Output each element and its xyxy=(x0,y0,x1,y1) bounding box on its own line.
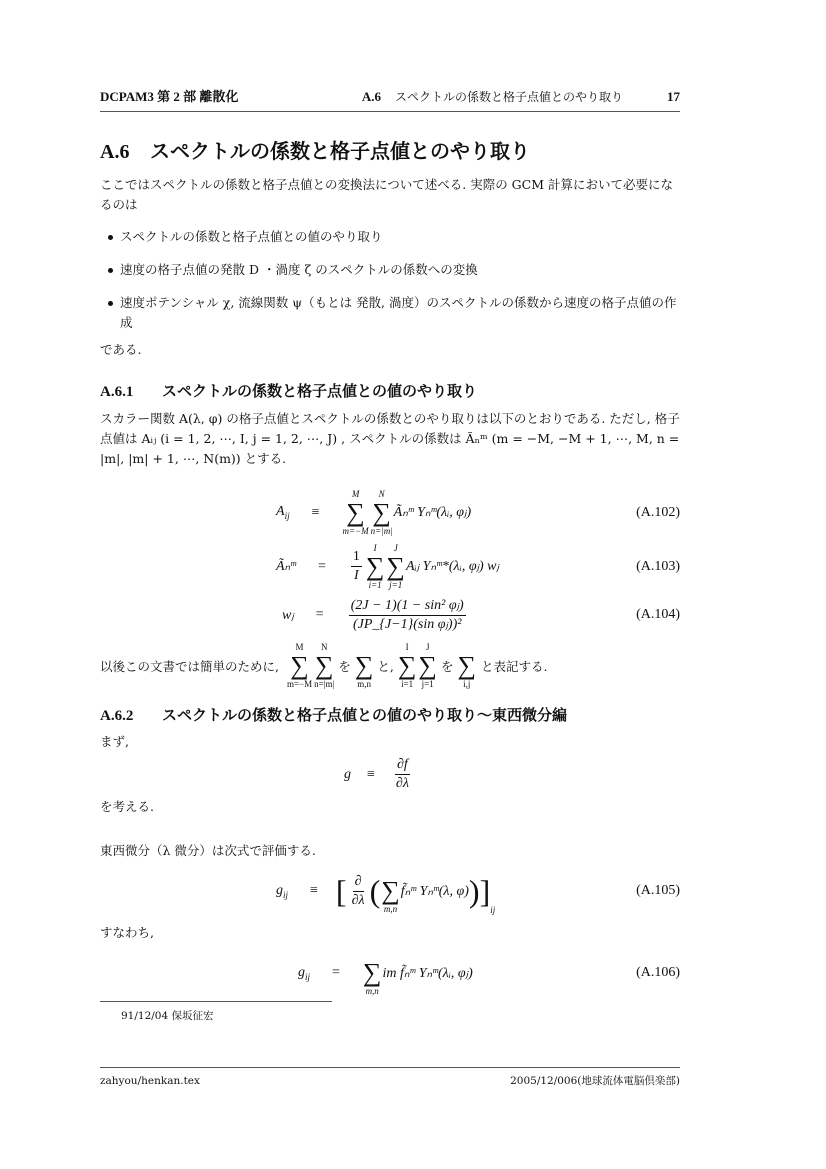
sum-lower: n=|m| xyxy=(370,525,393,536)
sum-symbol: ∑ m,n xyxy=(381,876,400,914)
sum-symbol: I ∑ i=1 xyxy=(397,641,417,689)
fraction xyxy=(351,548,362,585)
eq-lhs: g xyxy=(276,882,283,898)
eq-lhs: g xyxy=(298,964,305,980)
footnote-rule xyxy=(100,1001,332,1002)
bullet-item: スペクトルの係数と格子点値との値のやり取り xyxy=(120,227,680,247)
notation-line xyxy=(100,642,680,690)
sum-symbol: ∑ m,n xyxy=(362,958,382,996)
fraction xyxy=(394,756,411,793)
eq-lhs-sub: ij xyxy=(305,971,311,982)
equation-a102 xyxy=(100,489,680,537)
subsection-heading xyxy=(100,382,680,403)
right-bracket: ] xyxy=(479,873,491,909)
page-number: 17 xyxy=(667,89,680,104)
equation-g xyxy=(100,756,680,793)
frac-num: (2J − 1)(1 − sin² φⱼ) xyxy=(349,597,466,616)
sum-symbol: J ∑ j=1 xyxy=(386,542,405,590)
frac-num: ∂f xyxy=(395,756,410,775)
subsection-title: スペクトルの係数と格子点値との値のやり取り xyxy=(162,382,478,400)
sum-upper: N xyxy=(378,488,385,499)
header-rule xyxy=(100,111,680,112)
equation-number: (A.103) xyxy=(636,558,680,574)
notation-text: と表記する. xyxy=(481,658,548,674)
running-header-title: スペクトルの係数と格子点値とのやり取り xyxy=(394,90,623,104)
left-paren: ( xyxy=(369,873,381,909)
section-heading xyxy=(100,138,680,165)
sum-lower: i=1 xyxy=(368,579,382,590)
eq-rhs: im f̃ₙᵐ Yₙᵐ(λᵢ, φⱼ) xyxy=(382,965,473,981)
sum-symbol: N ∑ n=|m| xyxy=(314,641,335,689)
page-spacer xyxy=(100,1024,680,1067)
eq-relation: ≡ xyxy=(310,883,318,898)
paragraph: を考える. xyxy=(100,799,154,814)
frac-num: ∂ xyxy=(353,873,364,892)
sum-upper: I xyxy=(373,542,377,553)
section-number: A.6 xyxy=(100,141,130,163)
definition-paragraph: スカラー関数 A(λ, φ) の格子点値とスペクトルの係数とのやり取りは以下のとおりである. ただし, 格子点値は Aᵢⱼ (i = 1, 2, ⋯, I, j = 1, 2, ⋯, J) , スペクトルの係数は Ãₙᵐ (m = −M, −M + 1, ⋯, M, n = |m|, |m| + 1, ⋯, N(m)) とする. xyxy=(100,410,680,466)
equation-a105 xyxy=(100,867,680,915)
sum-lower: n=|m| xyxy=(314,678,335,689)
equation-a104 xyxy=(100,597,680,634)
notation-text: と, xyxy=(377,658,394,674)
frac-num: 1 xyxy=(351,548,362,567)
bullet-item: 速度の格子点値の発散 D ・渦度 ζ のスペクトルの係数への変換 xyxy=(120,260,680,280)
paragraph: 東西微分（λ 微分）は次式で評価する. xyxy=(100,843,316,858)
frac-den: (JP_{J−1}(sin φⱼ))² xyxy=(352,616,462,632)
bullet-item: 速度ポテンシャル χ, 流線関数 ψ（もとは 発散, 渦度）のスペクトルの係数から速度の格子点値の作成 xyxy=(120,293,680,333)
eq-lhs: A xyxy=(276,504,285,520)
equation-a106 xyxy=(100,949,680,997)
sum-upper: M xyxy=(351,488,360,499)
sum-upper: J xyxy=(393,542,398,553)
footnote: 91/12/04 保坂征宏 xyxy=(121,1010,214,1022)
notation-text: を xyxy=(338,658,351,674)
sum-lower: m,n xyxy=(365,986,379,996)
footer xyxy=(100,1073,680,1089)
eq-lhs: g xyxy=(344,766,351,782)
frac-den: ∂λ xyxy=(395,776,409,791)
eq-lhs-sub: ij xyxy=(284,510,290,521)
eq-relation: ≡ xyxy=(311,504,320,520)
notation-text: を xyxy=(440,658,454,674)
equation-number: (A.104) xyxy=(636,607,680,622)
sum-lower: i,j xyxy=(463,678,471,689)
equation-number: (A.102) xyxy=(636,504,680,520)
eq-rhs: f̃ₙᵐ Yₙᵐ(λ, φ) xyxy=(400,883,469,899)
outro-paragraph: である. xyxy=(100,342,142,357)
subsection-title: スペクトルの係数と格子点値との値のやり取り〜東西微分編 xyxy=(162,705,568,724)
sum-upper: N xyxy=(320,641,328,652)
running-header-left: DCPAM3 第 2 部 離散化 xyxy=(100,89,239,104)
eq-relation: = xyxy=(315,607,324,622)
intro-paragraph: ここではスペクトルの係数と格子点値との変換法について述べる. 実際の GCM 計算において必要になるのは xyxy=(100,177,673,212)
eq-relation: = xyxy=(317,558,326,574)
left-bracket: [ xyxy=(335,873,347,909)
sum-lower: i=1 xyxy=(401,678,414,689)
paragraph: まず, xyxy=(100,734,129,749)
equation-number: (A.106) xyxy=(636,965,680,980)
footer-rule xyxy=(100,1067,680,1068)
eq-relation: ≡ xyxy=(367,766,375,782)
eq-lhs-sub: ij xyxy=(283,889,289,900)
sum-symbol: ∑ i,j xyxy=(457,650,477,689)
fraction xyxy=(349,597,466,634)
sum-lower: j=1 xyxy=(389,579,403,590)
paragraph: すなわち, xyxy=(100,925,154,940)
sum-symbol: M ∑ m=−M xyxy=(286,641,313,689)
sum-lower: m=−M xyxy=(342,525,369,536)
sum-lower: m=−M xyxy=(286,678,313,689)
subsection-number: A.6.2 xyxy=(100,707,134,724)
sum-upper: I xyxy=(405,641,409,652)
sum-upper: J xyxy=(425,641,430,652)
equation-a103 xyxy=(100,543,680,591)
subsection-number: A.6.1 xyxy=(100,384,134,400)
eq-rhs: Aᵢⱼ Yₙᵐ*(λᵢ, φⱼ) wⱼ xyxy=(405,559,499,574)
sum-symbol: I ∑ i=1 xyxy=(365,542,385,590)
right-paren: ) xyxy=(468,873,480,909)
running-header xyxy=(100,88,680,106)
sum-symbol: ∑ m,n xyxy=(354,650,374,689)
sum-symbol: N ∑ n=|m| xyxy=(370,488,393,536)
eq-lhs: wⱼ xyxy=(282,607,294,623)
sum-symbol: J ∑ j=1 xyxy=(418,641,437,689)
sum-symbol: M ∑ m=−M xyxy=(342,488,369,536)
sum-upper: M xyxy=(295,641,304,652)
eq-lhs: Ãₙᵐ xyxy=(276,559,296,574)
outer-sub: ij xyxy=(490,905,496,915)
notation-text: 以後この文書では簡単のために, xyxy=(100,658,279,674)
eq-rhs: Ãₙᵐ Yₙᵐ(λᵢ, φⱼ) xyxy=(393,505,472,520)
subsection-heading xyxy=(100,706,680,727)
footer-left: zahyou/henkan.tex xyxy=(100,1075,200,1087)
eq-relation: = xyxy=(332,965,340,980)
sum-lower: j=1 xyxy=(421,678,434,689)
frac-den: I xyxy=(354,568,359,583)
equation-number: (A.105) xyxy=(636,883,680,898)
sum-lower: m,n xyxy=(357,678,371,689)
fraction xyxy=(350,873,367,910)
sum-lower: m,n xyxy=(383,904,398,914)
section-title: スペクトルの係数と格子点値とのやり取り xyxy=(150,139,530,163)
footer-right: 2005/12/006(地球流体電脳倶楽部) xyxy=(510,1075,680,1087)
frac-den: ∂λ xyxy=(351,892,365,908)
running-header-section: A.6 xyxy=(361,89,381,104)
